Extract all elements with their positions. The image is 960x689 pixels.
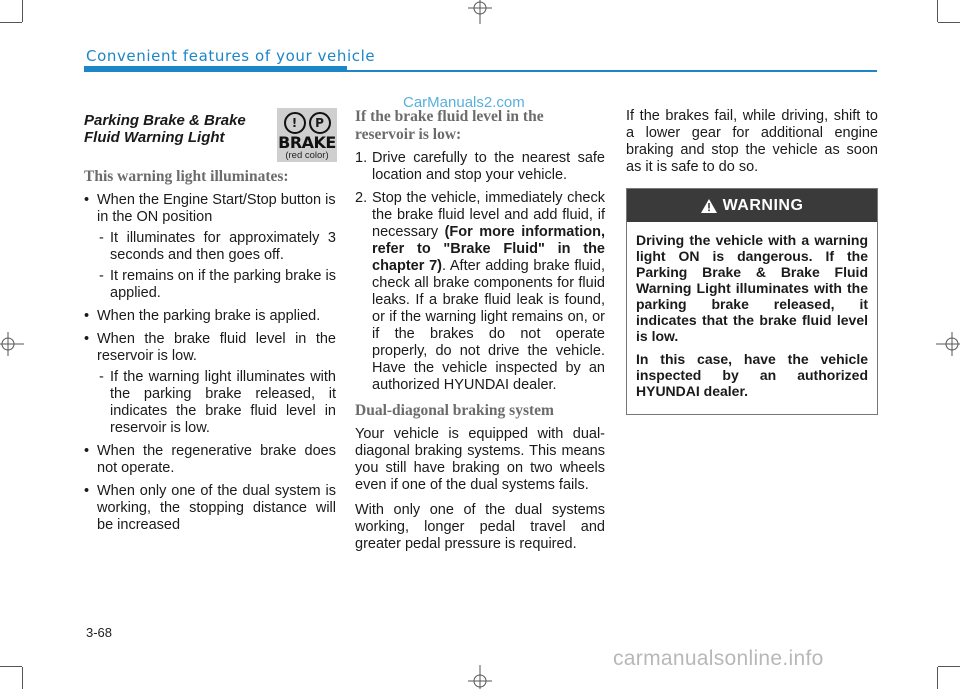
exclamation-circle-icon: ! [284,112,306,134]
warning-triangle-icon [701,199,717,213]
list-item: • When the parking brake is applied. [84,308,336,325]
section-header-title: Convenient features of your vehicle [86,47,376,65]
warning-paragraph: In this case, have the vehicle inspected by an authorized HYUNDAI dealer. [636,351,868,399]
parking-p-circle-icon: P [309,112,331,134]
paragraph: If the brakes fail, while driving, shift to a lower gear for additional engine braking and stop the vehicle as soon as it is safe to do so. [626,108,878,175]
page-number: 3-68 [86,625,113,640]
list-subitem: - It remains on if the parking brake is applied. [97,268,336,302]
crop-mark [937,667,938,689]
list-item: • When the regenerative brake does not operate. [84,443,336,477]
column-middle [355,108,605,561]
warning-header [627,189,877,222]
list-item: 1. Drive carefully to the nearest safe location and stop your vehicle. [355,150,605,183]
registration-mark-right [936,332,960,356]
registration-mark-top [468,0,492,24]
illumination-conditions-list [84,192,336,534]
crop-mark [22,667,23,689]
registration-mark-left [0,332,24,356]
section-title: Parking Brake & Brake Fluid Warning Light [84,112,246,146]
header-rule-thick [84,66,347,72]
list-subitem: - If the warning light illuminates with the parking brake released, it indicates the brake fluid level in reservoir is low. [97,369,336,437]
crop-mark [22,0,23,22]
list-subitem: - It illuminates for approximately 3 seconds and then goes off. [97,230,336,264]
icon-caption: (red color) [285,150,329,161]
brake-warning-icon [277,108,337,162]
subheading-illuminates: This warning light illuminates: [84,168,289,185]
list-item: • When the brake fluid level in the reservoir is low. - If the warning light illuminates with the parking brake released, it indicates the brake fluid level in reservoir is low. [84,331,336,437]
crop-mark [938,666,960,667]
paragraph: Your vehicle is equipped with dual-diagonal braking systems. This means you still have braking on two wheels even if one of the dual systems fails. [355,426,605,493]
warning-title: WARNING [722,197,804,214]
crop-mark [0,666,22,667]
watermark-top: CarManuals2.com [403,94,525,111]
brake-word: BRAKE [278,133,336,152]
watermark-bottom: carmanualsonline.info [613,647,824,670]
paragraph: With only one of the dual systems working, longer pedal travel and greater pedal pressure is required. [355,502,605,552]
list-item: • When the Engine Start/Stop button is in the ON position - It illuminates for approximately 3 seconds and then goes off. - It remains on if the parking brake is applied. [84,192,336,302]
list-item: 2. Stop the vehicle, immediately check the brake fluid level and add fluid, if necessary (For more information, refer to "Brake Fluid" in the chapter 7). After adding brake fluid, check all brake components for fluid leaks. If a brake fluid leak is found, or if the warning light remains on, or if the brakes do not operate properly, do not drive the vehicle. Have the vehicle inspected by an authorized HYUNDAI dealer. [355,190,605,393]
column-left [84,108,336,540]
crop-mark [938,22,960,23]
list-item: • When only one of the dual system is working, the stopping distance will be increased [84,483,336,534]
subheading-dual-diagonal: Dual-diagonal braking system [355,402,554,419]
warning-box [626,188,878,415]
warning-paragraph: Driving the vehicle with a warning light ON is dangerous. If the Parking Brake & Brake Fluid Warning Light illuminates with the parking brake released, it indicates that the brake fluid level is low. [636,232,868,344]
registration-mark-bottom [468,665,492,689]
crop-mark [0,22,22,23]
subheading-fluid-low: If the brake fluid level in the reservoir is low: [355,108,544,143]
fluid-low-steps [355,150,605,394]
cross-reference: (For more information, refer to "Brake Fluid" in the chapter 7) [372,224,605,274]
column-right [626,108,878,415]
crop-mark [937,0,938,22]
header-rule-thin [347,70,877,72]
warning-body [627,222,877,414]
